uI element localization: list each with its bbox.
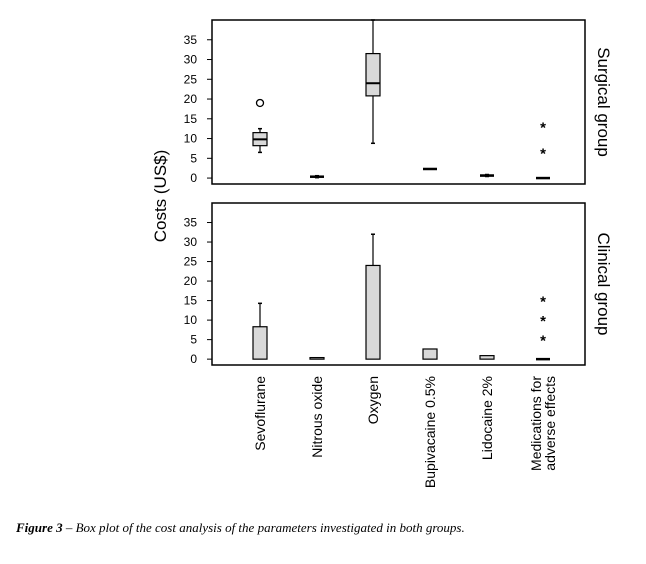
box-5 bbox=[480, 175, 494, 177]
panel-title: Surgical group bbox=[594, 47, 613, 157]
x-category-label: Lidocaine 2% bbox=[479, 376, 495, 461]
box-2 bbox=[310, 176, 324, 178]
outlier-marker: * bbox=[540, 313, 546, 331]
plot-frame bbox=[212, 20, 585, 184]
y-tick-label: 15 bbox=[183, 293, 197, 308]
y-tick-label: 20 bbox=[183, 274, 197, 289]
x-category-label: Sevoflurane bbox=[252, 376, 268, 451]
y-tick-label: 0 bbox=[190, 171, 197, 186]
y-tick-label: 30 bbox=[183, 235, 197, 250]
y-tick-label: 25 bbox=[183, 254, 197, 269]
y-tick-label: 25 bbox=[183, 72, 197, 87]
y-tick-label: 15 bbox=[183, 111, 197, 126]
y-axis-label: Costs (US$) bbox=[151, 149, 170, 243]
box bbox=[310, 358, 324, 360]
x-category-label: Nitrous oxide bbox=[309, 376, 325, 458]
y-tick-label: 30 bbox=[183, 52, 197, 67]
box-1 bbox=[253, 99, 267, 152]
box-3 bbox=[366, 20, 380, 143]
outlier-marker: * bbox=[540, 145, 546, 163]
plot-frame bbox=[212, 203, 585, 365]
outlier-marker: * bbox=[540, 119, 546, 137]
x-axis-labels bbox=[252, 376, 558, 488]
outlier-marker: * bbox=[540, 293, 546, 311]
x-category-label: Bupivacaine 0.5% bbox=[422, 376, 438, 489]
figure-label: Figure 3 bbox=[16, 520, 63, 535]
y-tick-label: 5 bbox=[190, 332, 197, 347]
x-category-label: Medications for bbox=[528, 376, 544, 471]
box-4 bbox=[423, 349, 437, 359]
box-2 bbox=[310, 358, 324, 360]
panel-surgical bbox=[184, 20, 613, 185]
y-tick-label: 35 bbox=[183, 215, 197, 230]
figure-caption bbox=[16, 520, 636, 536]
chart-panels bbox=[184, 20, 613, 366]
panel-clinical bbox=[184, 203, 613, 366]
y-tick-label: 20 bbox=[183, 92, 197, 107]
outlier-marker: * bbox=[540, 332, 546, 350]
y-tick-label: 10 bbox=[183, 313, 197, 328]
box bbox=[480, 356, 494, 360]
box bbox=[366, 265, 380, 359]
y-tick-label: 35 bbox=[183, 32, 197, 47]
box-5 bbox=[480, 356, 494, 360]
x-category-label: Oxygen bbox=[365, 376, 381, 425]
x-category-label: adverse effects bbox=[542, 376, 558, 471]
y-tick-label: 0 bbox=[190, 352, 197, 367]
y-tick-label: 5 bbox=[190, 151, 197, 166]
y-tick-label: 10 bbox=[183, 131, 197, 146]
box-1 bbox=[253, 303, 267, 359]
box-3 bbox=[366, 234, 380, 359]
caption-text: – Box plot of the cost analysis of the parameters investigated in both groups. bbox=[62, 520, 465, 535]
box bbox=[253, 327, 267, 359]
outlier-marker bbox=[257, 99, 264, 106]
box bbox=[366, 54, 380, 96]
box-6 bbox=[536, 294, 550, 360]
box-6 bbox=[536, 120, 550, 178]
box bbox=[423, 349, 437, 359]
panel-title: Clinical group bbox=[594, 232, 613, 336]
